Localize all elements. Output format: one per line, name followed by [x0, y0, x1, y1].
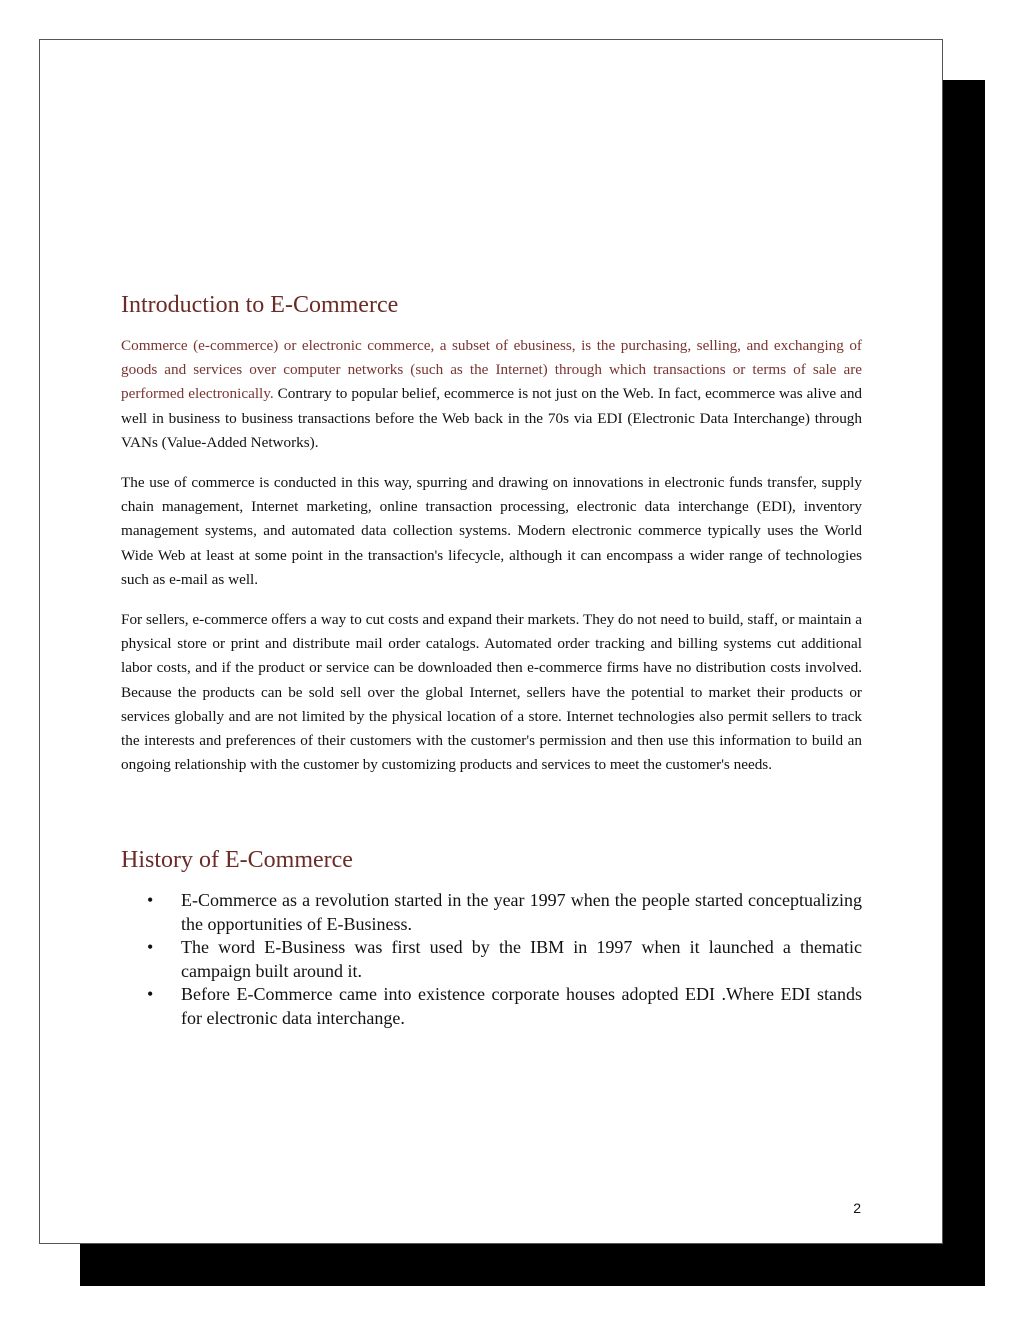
paragraph-1-rest: Contrary to popular belief, ecommerce is not just on the Web. In fact, ecommerce was alive and well in business to business transactions before the Web back in the 70s via EDI (Electronic Data Interchange) through VANs (Value-Added Networks). — [121, 385, 863, 451]
list-item-text: E-Commerce as a revolution started in the year 1997 when the people started conceptualizing the opportunities of E-Business. — [181, 890, 862, 934]
list-item — [147, 889, 862, 936]
section-title-introduction: Introduction to E-Commerce — [121, 292, 399, 318]
paragraph-1 — [121, 334, 862, 455]
section-title-history: History of E-Commerce — [121, 847, 353, 874]
bullet-icon: • — [147, 890, 154, 911]
history-list — [121, 889, 862, 1030]
section-gap — [121, 793, 862, 845]
list-item — [147, 983, 862, 1030]
paragraph-1-highlight: Commerce (e-commerce) or electronic commerce, a subset of ebusiness, is the purchasing, selling, and exchanging of goods and services over computer networks (such as the Internet) through which transactions or terms of sale are performed electronically. — [121, 337, 862, 403]
bullet-icon: • — [147, 937, 154, 958]
list-item — [147, 936, 862, 983]
list-item-text: Before E-Commerce came into existence corporate houses adopted EDI .Where EDI stands for electronic data interchange. — [181, 984, 862, 1028]
list-item-text: The word E-Business was first used by the IBM in 1997 when it launched a thematic campaign built around it. — [181, 937, 862, 981]
paragraph-3: For sellers, e-commerce offers a way to cut costs and expand their markets. They do not need to build, staff, or maintain a physical store or print and distribute mail order catalogs. Automated order tracking and billing systems cut additional labor costs, and if the product or service can be downloaded then e-commerce firms have no distribution costs involved. Because the products can be sold sell over the global Internet, sellers have the potential to market their products or services globally and are not limited by the physical location of a store. Internet technologies also permit sellers to track the interests and preferences of their customers with the customer's permission and then use this information to build an ongoing relationship with the customer by customizing products and services to meet the customer's needs. — [121, 611, 862, 774]
bullet-icon: • — [147, 984, 154, 1005]
page-number: 2 — [853, 1200, 861, 1216]
paragraph-2: The use of commerce is conducted in this way, spurring and drawing on innovations in electronic funds transfer, supply chain management, Internet marketing, online transaction processing, electronic data interchange (EDI), inventory management systems, and automated data collection systems. Modern electronic commerce typically uses the World Wide Web at least at some point in the transaction's lifecycle, although it can encompass a wider range of technologies such as e-mail as well. — [121, 474, 862, 588]
page-content — [121, 290, 862, 1030]
document-page — [39, 39, 943, 1244]
